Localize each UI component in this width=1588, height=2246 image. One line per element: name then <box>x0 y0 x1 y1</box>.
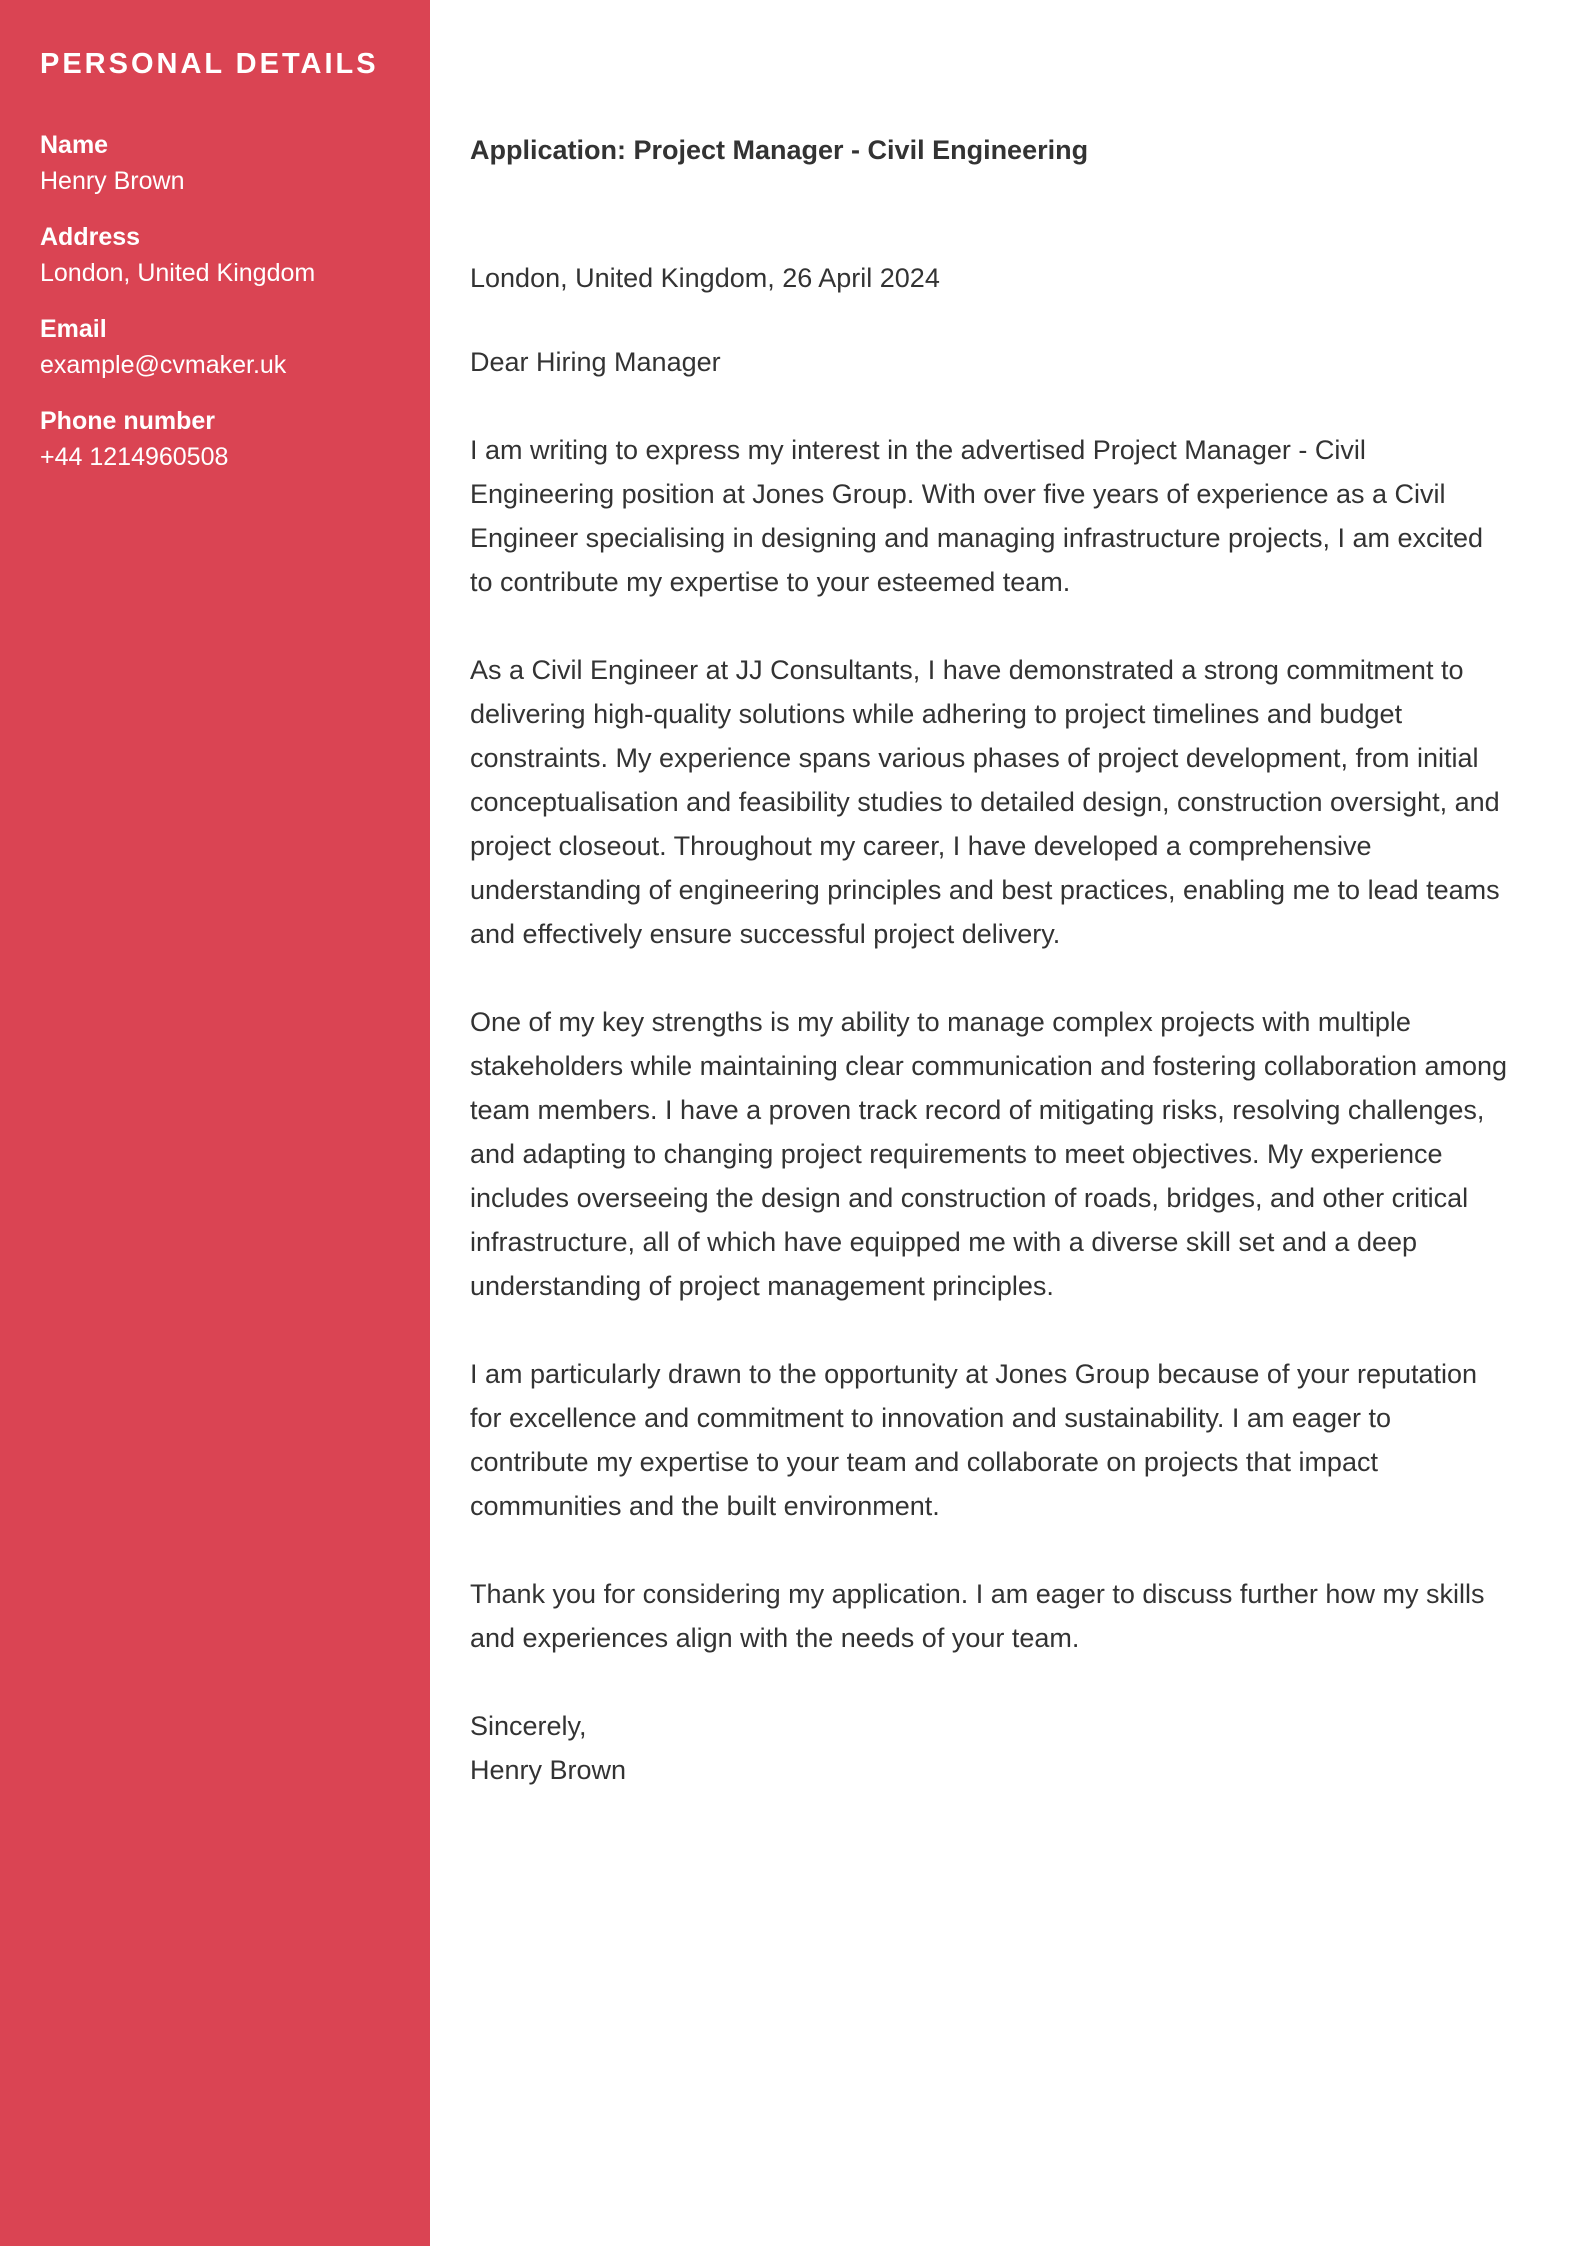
phone-label: Phone number <box>40 407 216 435</box>
phone-value: +44 1214960508 <box>40 443 229 471</box>
name-label: Name <box>40 131 109 159</box>
letter-paragraph: I am writing to express my interest in the advertised Project Manager - Civil Engineering position at Jones Group. With over five years of experience as a Civil Engineer specialising in designing and managing infrastructure projects, I am excited to contribute my expertise to your esteemed team. <box>470 435 1484 597</box>
email-value: example@cvmaker.uk <box>40 351 287 379</box>
detail-address <box>40 219 390 291</box>
letter-subject: Application: Project Manager - Civil Engineering <box>470 135 1089 165</box>
detail-email <box>40 311 390 383</box>
personal-details-sidebar <box>0 0 430 2246</box>
letter-place-date: London, United Kingdom, 26 April 2024 <box>470 263 940 293</box>
name-value: Henry Brown <box>40 167 185 195</box>
letter-paragraph: As a Civil Engineer at JJ Consultants, I have demonstrated a strong commitment to delivering high-quality solutions while adhering to project timelines and budget constraints. My experience spans various phases of project development, from initial conceptualisation and feasibility studies to detailed design, construction oversight, and project closeout. Throughout my career, I have developed a comprehensive understanding of engineering principles and best practices, enabling me to lead teams and effectively ensure successful project delivery. <box>470 655 1500 949</box>
letter-closing: Sincerely, <box>470 1711 587 1741</box>
detail-name <box>40 127 390 199</box>
sidebar-heading: PERSONAL DETAILS <box>40 48 379 80</box>
letter-signature: Henry Brown <box>470 1755 627 1785</box>
address-label: Address <box>40 223 141 251</box>
letter-signoff <box>470 1704 1510 1792</box>
email-label: Email <box>40 315 107 343</box>
detail-phone <box>40 403 390 475</box>
letter-salutation: Dear Hiring Manager <box>470 347 721 377</box>
letter-body <box>470 132 1510 1792</box>
address-value: London, United Kingdom <box>40 259 316 287</box>
letter-paragraph: I am particularly drawn to the opportunity at Jones Group because of your reputation for excellence and commitment to innovation and sustainability. I am eager to contribute my expertise to your team and collaborate on projects that impact communities and the built environment. <box>470 1359 1478 1521</box>
letter-paragraph: One of my key strengths is my ability to manage complex projects with multiple stakeholders while maintaining clear communication and fostering collaboration among team members. I have a proven track record of mitigating risks, resolving challenges, and adapting to changing project requirements to meet objectives. My experience includes overseeing the design and construction of roads, bridges, and other critical infrastructure, all of which have equipped me with a diverse skill set and a deep understanding of project management principles. <box>470 1007 1508 1301</box>
letter-paragraph: Thank you for considering my application. I am eager to discuss further how my skills and experiences align with the needs of your team. <box>470 1579 1485 1653</box>
